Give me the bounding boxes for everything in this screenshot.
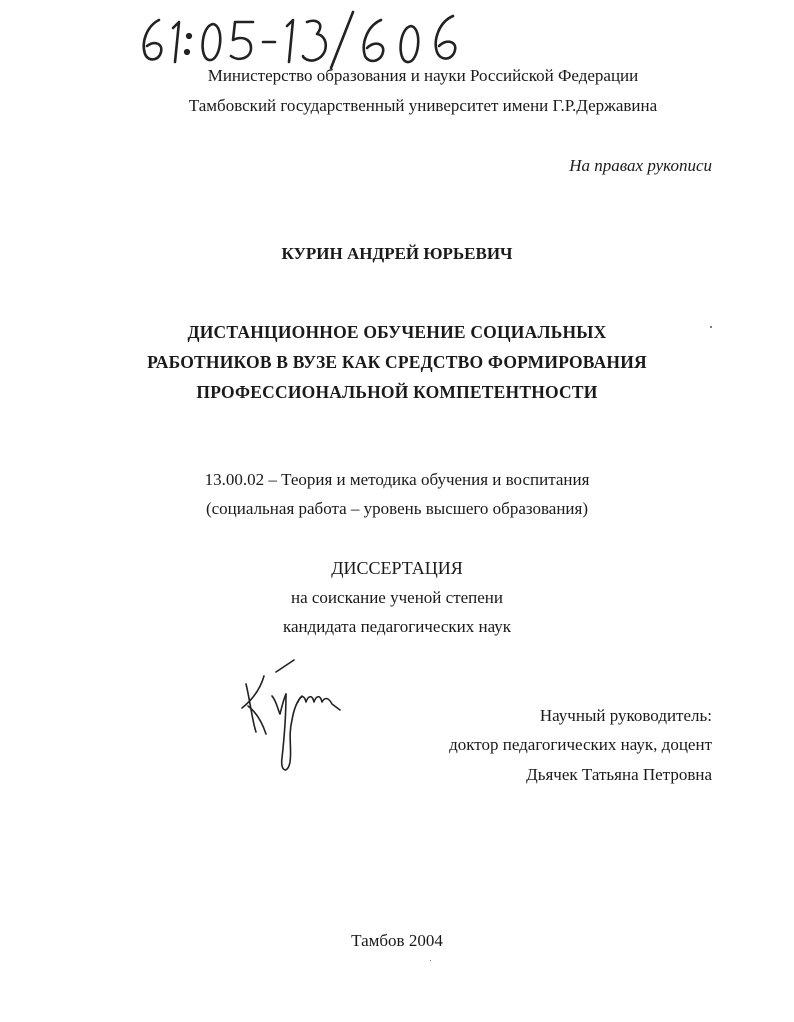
manuscript-note: На правах рукописи (569, 156, 712, 175)
title-line-1: ДИСТАНЦИОННОЕ ОБУЧЕНИЕ СОЦИАЛЬНЫХ (187, 322, 607, 342)
supervisor-degree: доктор педагогических наук, доцент (449, 735, 712, 754)
scan-speck (430, 960, 431, 961)
scan-speck (710, 326, 712, 328)
title-line-2: РАБОТНИКОВ В ВУЗЕ КАК СРЕДСТВО ФОРМИРОВАНИЯ (147, 352, 647, 372)
supervisor-label: Научный руководитель: (539, 706, 712, 725)
dissertation-heading: ДИССЕРТАЦИЯ (331, 558, 463, 578)
university-name: Тамбовский государственный университет имени Г.Р.Державина (188, 96, 658, 115)
author-signature (232, 650, 352, 785)
degree-line-2: кандидата педагогических наук (282, 617, 512, 636)
title-line-3: ПРОФЕССИОНАЛЬНОЙ КОМПЕТЕНТНОСТИ (196, 382, 598, 402)
author-name: КУРИН АНДРЕЙ ЮРЬЕВИЧ (281, 244, 513, 263)
specialty-line-1: 13.00.02 – Теория и методика обучения и воспитания (204, 470, 590, 489)
supervisor-name: Дьячек Татьяна Петровна (526, 765, 712, 784)
ministry-name: Министерство образования и науки Российской Федерации (207, 66, 639, 85)
specialty-line-2: (социальная работа – уровень высшего образования) (205, 499, 589, 518)
city-year: Тамбов 2004 (351, 931, 443, 950)
degree-line-1: на соискание ученой степени (290, 588, 504, 607)
